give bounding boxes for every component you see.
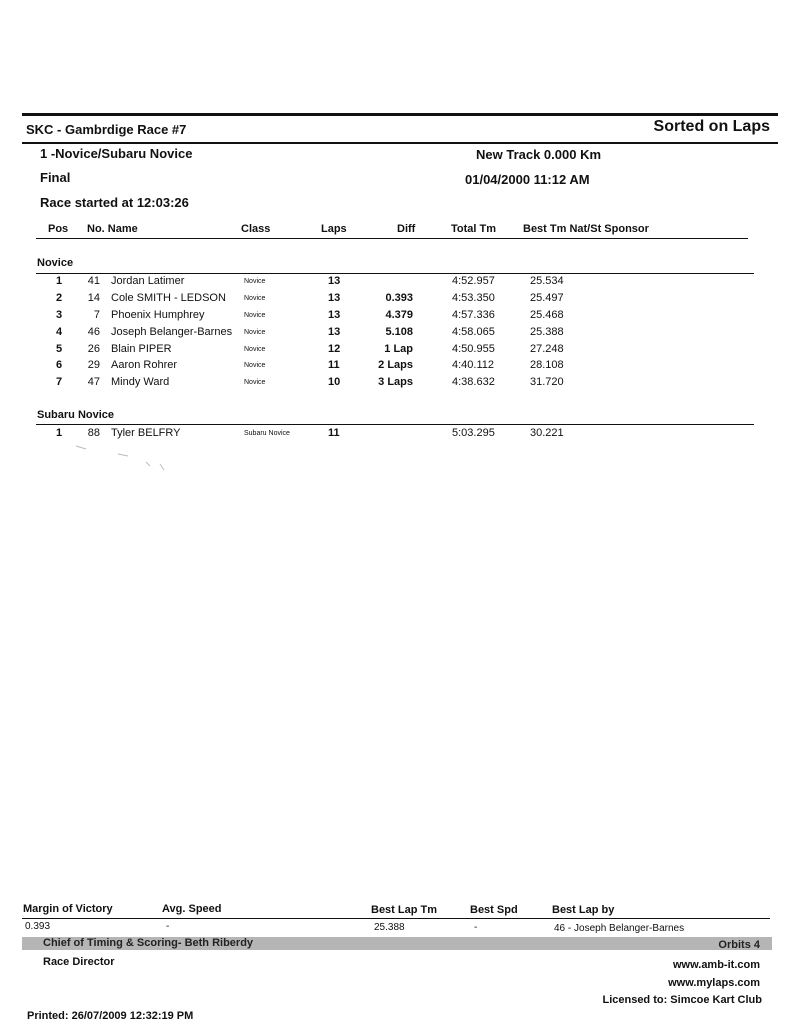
column-header-rule xyxy=(36,238,748,239)
row-no: 41 xyxy=(87,275,100,287)
table-row xyxy=(0,309,800,325)
sort-label: Sorted on Laps xyxy=(653,118,770,135)
table-row xyxy=(0,326,800,342)
row-total: 5:03.295 xyxy=(452,427,495,439)
row-best: 25.468 xyxy=(530,309,564,321)
row-name: Blain PIPER xyxy=(111,343,172,355)
row-laps: 13 xyxy=(328,309,341,321)
licensed-to: Licensed to: Simcoe Kart Club xyxy=(602,994,762,1006)
row-name: Joseph Belanger-Barnes xyxy=(111,326,233,338)
row-name: Phoenix Humphrey xyxy=(111,309,205,321)
best-lap-by-value: 46 - Joseph Belanger-Barnes xyxy=(554,923,685,934)
session-datetime: 01/04/2000 11:12 AM xyxy=(465,172,590,187)
avg-speed-label: Avg. Speed xyxy=(162,903,222,915)
row-pos: 3 xyxy=(56,309,63,321)
col-no-name: No. Name xyxy=(87,223,138,235)
top-rule xyxy=(22,113,778,116)
row-diff: 1 Lap xyxy=(384,343,413,355)
printed-timestamp: Printed: 26/07/2009 12:32:19 PM xyxy=(27,1010,194,1022)
row-laps: 13 xyxy=(328,275,341,287)
row-best: 25.534 xyxy=(530,275,564,287)
row-pos: 4 xyxy=(56,326,63,338)
row-best: 25.497 xyxy=(530,292,564,304)
row-diff: 0.393 xyxy=(385,292,413,304)
row-pos: 2 xyxy=(56,292,63,304)
row-diff: 3 Laps xyxy=(378,376,413,388)
row-diff: 2 Laps xyxy=(378,359,413,371)
row-no: 7 xyxy=(93,309,100,321)
row-laps: 13 xyxy=(328,326,341,338)
site-mylaps: www.mylaps.com xyxy=(668,977,760,989)
row-no: 14 xyxy=(87,292,100,304)
table-row xyxy=(0,275,800,291)
report-title: SKC - Gambrdige Race #7 xyxy=(26,122,187,137)
best-lap-by-label: Best Lap by xyxy=(552,904,615,916)
best-spd-label: Best Spd xyxy=(470,904,518,916)
row-class: Novice xyxy=(244,329,266,336)
row-laps: 11 xyxy=(328,359,340,371)
row-no: 47 xyxy=(87,376,100,388)
row-pos: 5 xyxy=(56,343,63,355)
table-row xyxy=(0,343,800,359)
best-lap-tm-value: 25.388 xyxy=(374,922,405,933)
row-best: 30.221 xyxy=(530,427,564,439)
row-best: 27.248 xyxy=(530,343,564,355)
row-no: 29 xyxy=(87,359,100,371)
col-pos: Pos xyxy=(48,223,69,235)
scan-specks xyxy=(70,440,190,480)
row-diff: 5.108 xyxy=(385,326,413,338)
margin-value: 0.393 xyxy=(25,921,51,932)
group-heading-novice: Novice xyxy=(37,257,74,269)
row-total: 4:53.350 xyxy=(452,292,495,304)
row-class: Novice xyxy=(244,379,266,386)
race-director: Race Director xyxy=(43,956,115,968)
row-pos: 6 xyxy=(56,359,63,371)
row-laps: 11 xyxy=(328,427,340,439)
row-total: 4:50.955 xyxy=(452,343,495,355)
row-no: 88 xyxy=(87,427,100,439)
col-laps: Laps xyxy=(321,223,347,235)
row-pos: 1 xyxy=(56,275,63,287)
avg-speed-value: - xyxy=(166,921,170,932)
track-label: New Track 0.000 Km xyxy=(476,147,602,162)
best-spd-value: - xyxy=(474,922,478,933)
group-rule-subaru-novice xyxy=(36,424,754,425)
row-no: 26 xyxy=(87,343,100,355)
row-best: 25.388 xyxy=(530,326,564,338)
row-total: 4:38.632 xyxy=(452,376,495,388)
row-class: Subaru Novice xyxy=(244,430,290,437)
col-diff: Diff xyxy=(397,223,416,235)
row-name: Tyler BELFRY xyxy=(111,427,181,439)
row-laps: 12 xyxy=(328,343,341,355)
row-diff: 4.379 xyxy=(385,309,413,321)
table-row xyxy=(0,359,800,375)
row-name: Jordan Latimer xyxy=(111,275,185,287)
row-laps: 10 xyxy=(328,376,341,388)
col-total: Total Tm xyxy=(451,223,497,235)
row-class: Novice xyxy=(244,295,266,302)
group-rule-novice xyxy=(36,273,754,274)
row-laps: 13 xyxy=(328,292,341,304)
row-best: 31.720 xyxy=(530,376,564,388)
row-total: 4:40.112 xyxy=(452,359,495,371)
row-pos: 1 xyxy=(56,427,63,439)
row-total: 4:57.336 xyxy=(452,309,495,321)
header-divider xyxy=(22,142,778,144)
group-heading-subaru-novice: Subaru Novice xyxy=(37,409,115,421)
session-label: Final xyxy=(40,170,71,185)
row-name: Mindy Ward xyxy=(111,376,170,388)
row-total: 4:52.957 xyxy=(452,275,495,287)
orbits-label: Orbits 4 xyxy=(718,939,760,951)
row-class: Novice xyxy=(244,362,266,369)
col-class: Class xyxy=(241,223,271,235)
row-best: 28.108 xyxy=(530,359,564,371)
row-class: Novice xyxy=(244,346,266,353)
table-row xyxy=(0,376,800,392)
chief-of-timing: Chief of Timing & Scoring- Beth Riberdy xyxy=(43,937,254,949)
row-name: Aaron Rohrer xyxy=(111,359,178,371)
row-pos: 7 xyxy=(56,376,63,388)
table-row xyxy=(0,292,800,308)
row-no: 46 xyxy=(87,326,100,338)
row-class: Novice xyxy=(244,312,266,319)
col-best: Best Tm Nat/St Sponsor xyxy=(523,223,649,235)
footer-rule xyxy=(22,918,770,919)
row-class: Novice xyxy=(244,278,266,285)
race-start-label: Race started at 12:03:26 xyxy=(40,195,189,210)
best-lap-tm-label: Best Lap Tm xyxy=(371,904,438,916)
group-title: 1 -Novice/Subaru Novice xyxy=(40,146,193,161)
row-name: Cole SMITH - LEDSON xyxy=(111,292,226,304)
site-amb: www.amb-it.com xyxy=(673,959,760,971)
margin-label: Margin of Victory xyxy=(23,903,113,915)
row-total: 4:58.065 xyxy=(452,326,495,338)
